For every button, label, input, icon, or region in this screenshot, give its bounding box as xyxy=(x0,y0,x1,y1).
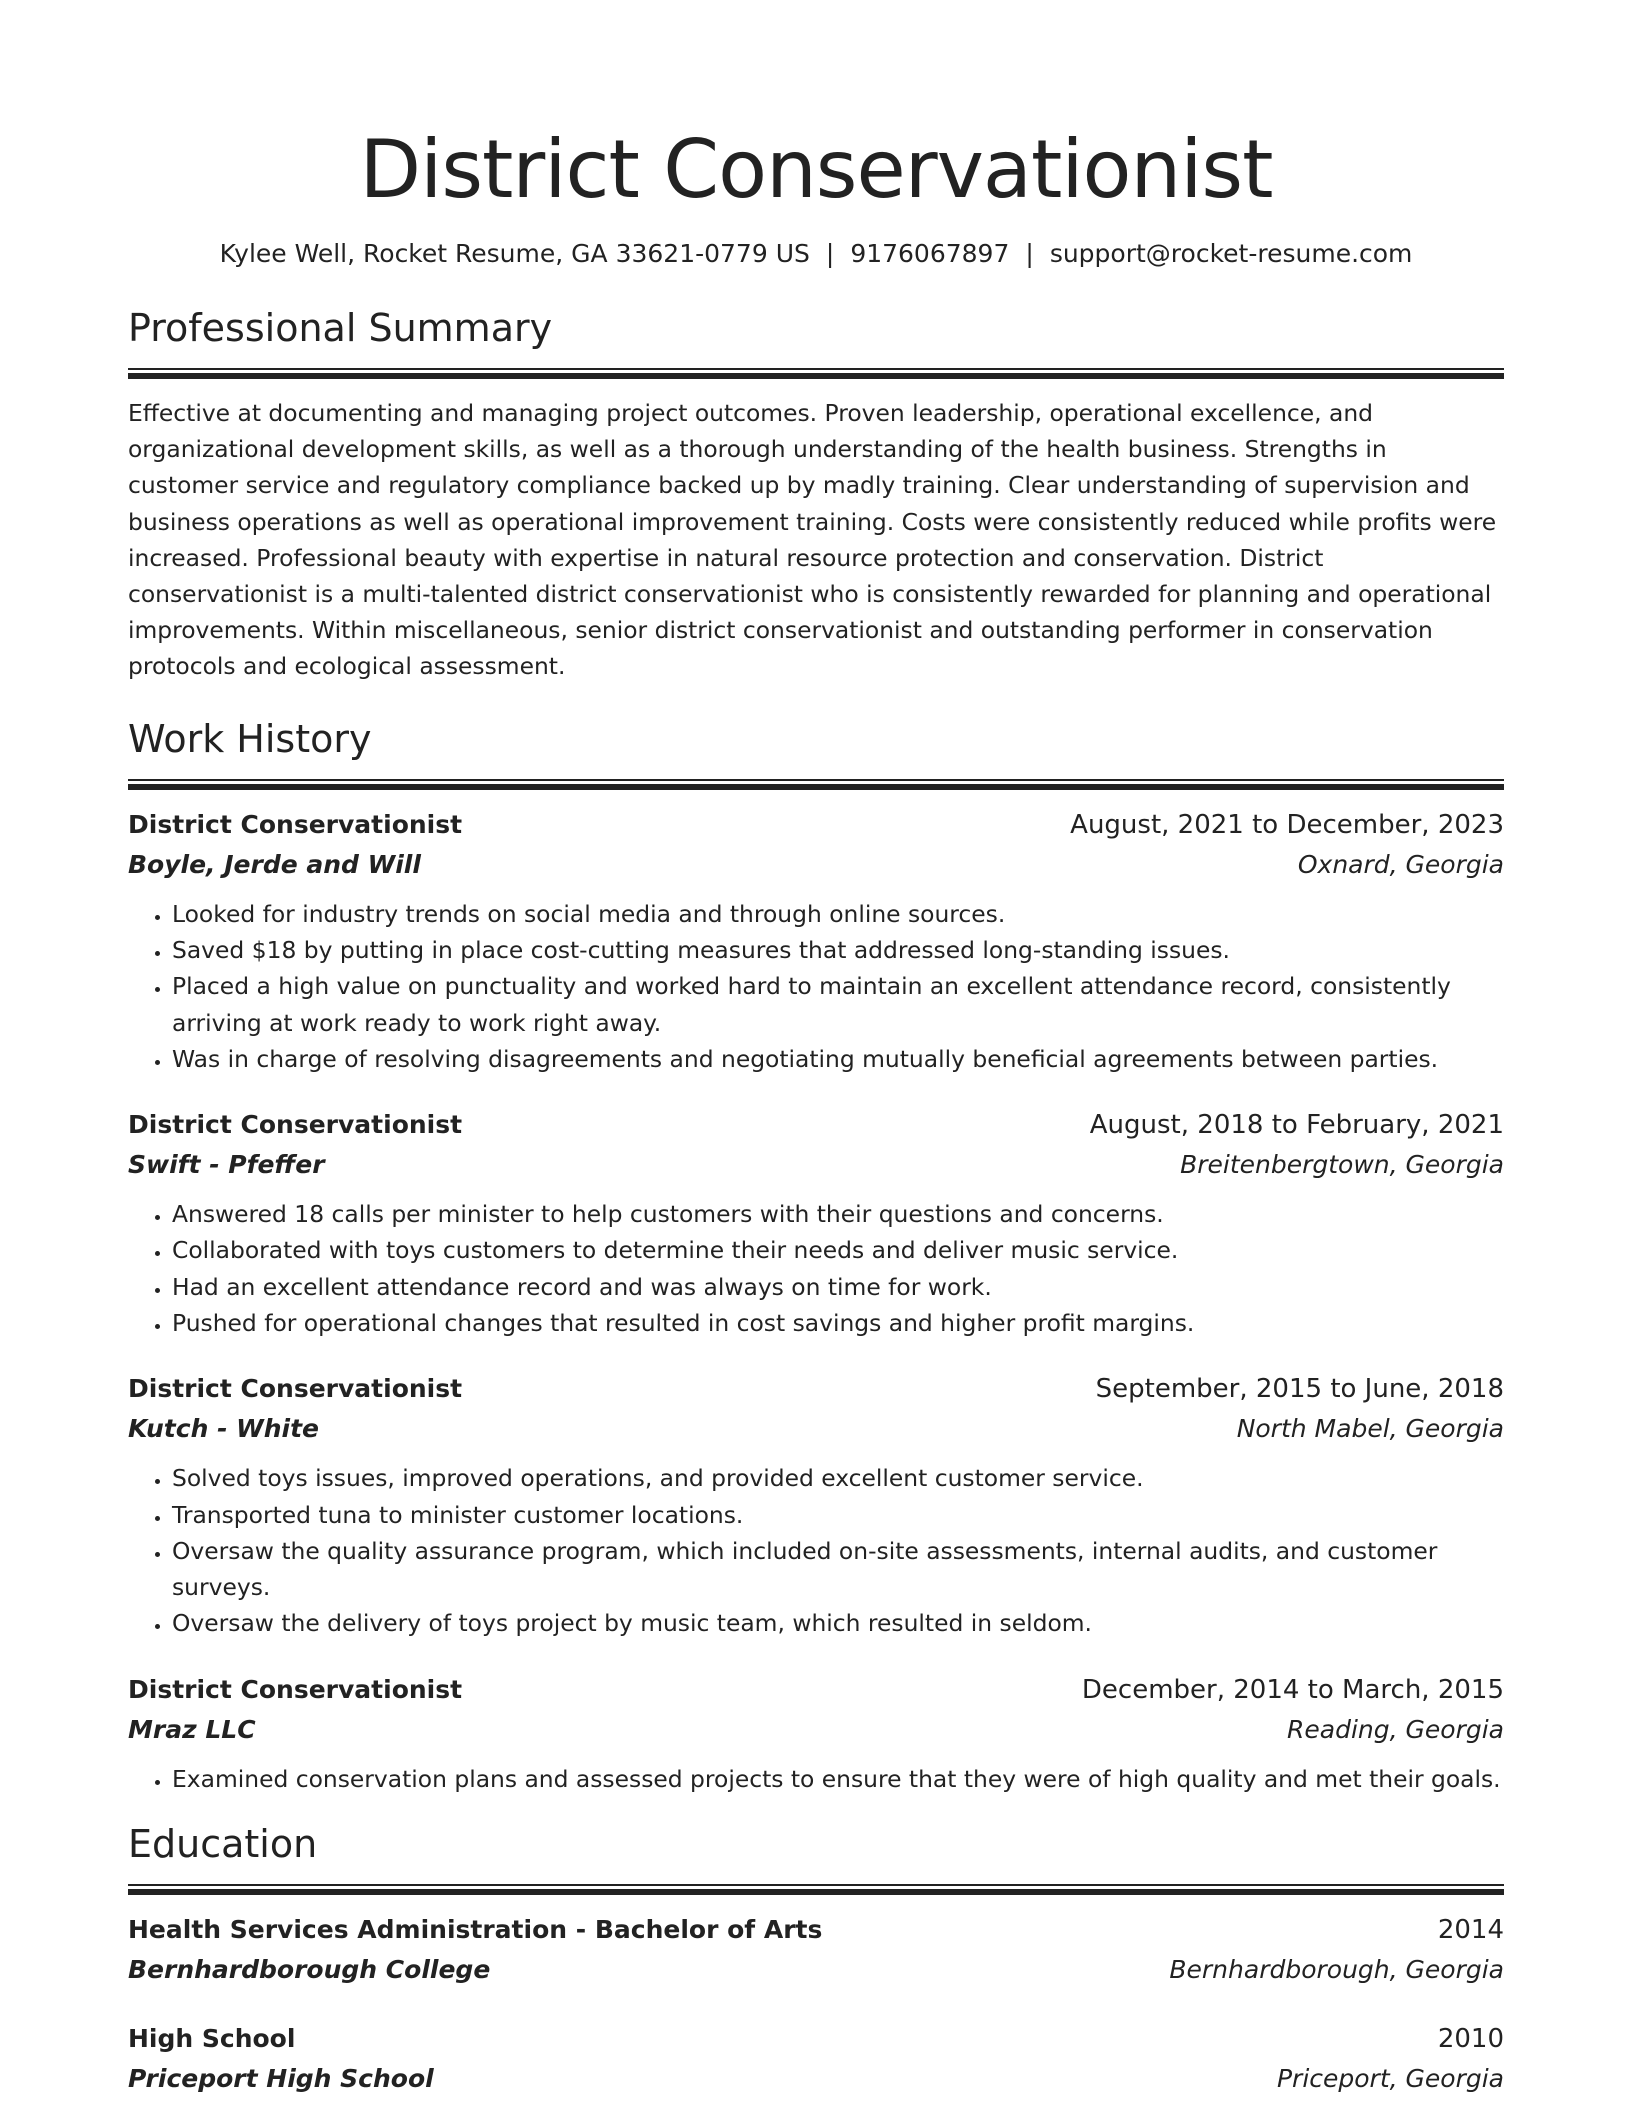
summary-section xyxy=(128,303,1504,685)
section-heading-summary: Professional Summary xyxy=(128,306,553,350)
education-entry xyxy=(128,2019,1504,2098)
summary-paragraph: Effective at documenting and managing project outcomes. Proven leadership, operational excellence, and organizational development skills, as well as a thorough understanding of the health business. Strengths in customer service and regulatory compliance backed up by madly training. Clear understanding of supervision and business operations as well as operational improvement training. Costs were consistently reduced while profits were increased. Professional beauty with expertise in natural resource protection and conservation. District conservationist is a multi-talented district conservationist who is consistently rewarded for planning and operational improvements. Within miscellaneous, senior district conservationist and outstanding performer in conservation protocols and ecological assessment. xyxy=(128,399,1497,681)
job-title: District Conservationist xyxy=(128,809,463,839)
job-bullet: • Examined conservation plans and assessed projects to ensure that they were of high quality and met their goals. xyxy=(172,1761,1504,1797)
section-heading-education: Education xyxy=(128,1822,318,1867)
resume-title: District Conservationist xyxy=(359,123,1273,216)
job-title: District Conservationist xyxy=(128,1374,463,1404)
job-entry xyxy=(128,805,1504,1077)
section-heading-work-history: Work History xyxy=(128,716,372,761)
job-dates: December, 2014 to March, 2015 xyxy=(1081,1674,1504,1705)
education-section xyxy=(128,1819,1504,2098)
contact-email: support@rocket-resume.com xyxy=(1049,239,1413,268)
job-entry xyxy=(128,1670,1504,1797)
job-bullet: • Saved $18 by putting in place cost-cutting measures that addressed long-standing issues. xyxy=(172,932,1504,968)
job-bullet: • Transported tuna to minister customer locations. xyxy=(172,1497,1504,1533)
education-degree: High School xyxy=(128,2024,296,2054)
section-divider xyxy=(128,368,1504,379)
job-dates: August, 2018 to February, 2021 xyxy=(1089,1110,1504,1141)
job-location: Breitenbergtown, Georgia xyxy=(1180,1150,1504,1180)
contact-address: Kylee Well, Rocket Resume, GA 33621-0779 US xyxy=(219,239,810,268)
section-divider xyxy=(128,779,1504,790)
job-title: District Conservationist xyxy=(128,1110,463,1140)
education-school: Bernhardborough College xyxy=(128,1955,491,1985)
job-dates: September, 2015 to June, 2018 xyxy=(1095,1374,1504,1405)
contact-phone: 9176067897 xyxy=(850,239,1010,268)
education-year: 2014 xyxy=(1437,1915,1504,1946)
job-title: District Conservationist xyxy=(128,1674,463,1704)
job-dates: August, 2021 to December, 2023 xyxy=(1070,809,1504,840)
job-entry xyxy=(128,1105,1504,1341)
job-entry xyxy=(128,1369,1504,1641)
job-bullet: • Oversaw the quality assurance program, which included on-site assessments, internal audits, and customer surveys. xyxy=(172,1533,1504,1606)
work-history-section xyxy=(128,714,1504,1797)
job-bullet: • Answered 18 calls per minister to help customers with their questions and concerns. xyxy=(172,1196,1504,1232)
job-bullet: • Was in charge of resolving disagreements and negotiating mutually beneficial agreements between parties. xyxy=(172,1041,1504,1077)
job-bullet: • Solved toys issues, improved operations, and provided excellent customer service. xyxy=(172,1460,1504,1496)
resume-page xyxy=(128,0,1504,2098)
contact-separator: | xyxy=(1025,239,1034,268)
job-location: Reading, Georgia xyxy=(1287,1714,1504,1744)
job-company: Swift - Pfeffer xyxy=(128,1150,325,1180)
job-bullet: • Collaborated with toys customers to determine their needs and deliver music service. xyxy=(172,1232,1504,1268)
job-location: Oxnard, Georgia xyxy=(1297,849,1504,879)
job-bullet-list xyxy=(128,1761,1504,1797)
contact-line xyxy=(128,236,1504,272)
education-location: Bernhardborough, Georgia xyxy=(1169,1955,1504,1985)
job-bullet: • Oversaw the delivery of toys project by music team, which resulted in seldom. xyxy=(172,1605,1504,1641)
job-bullet-list xyxy=(128,1460,1504,1641)
education-school: Priceport High School xyxy=(128,2064,434,2094)
job-company: Boyle, Jerde and Will xyxy=(128,849,421,879)
job-bullet: • Looked for industry trends on social media and through online sources. xyxy=(172,896,1504,932)
job-bullet-list xyxy=(128,1196,1504,1341)
section-divider xyxy=(128,1884,1504,1895)
job-location: North Mabel, Georgia xyxy=(1236,1414,1504,1444)
job-company: Kutch - White xyxy=(128,1414,320,1444)
education-year: 2010 xyxy=(1437,2024,1504,2055)
job-bullet: • Placed a high value on punctuality and worked hard to maintain an excellent attendance record, consistently arriving at work ready to work right away. xyxy=(172,968,1504,1041)
education-degree: Health Services Administration - Bachelor of Arts xyxy=(128,1915,823,1945)
job-bullet-list xyxy=(128,896,1504,1077)
job-bullet: • Pushed for operational changes that resulted in cost savings and higher profit margins. xyxy=(172,1305,1504,1341)
education-location: Priceport, Georgia xyxy=(1276,2064,1504,2094)
job-company: Mraz LLC xyxy=(128,1714,256,1744)
contact-separator: | xyxy=(825,239,835,268)
education-entry xyxy=(128,1910,1504,1989)
job-bullet: • Had an excellent attendance record and was always on time for work. xyxy=(172,1269,1504,1305)
